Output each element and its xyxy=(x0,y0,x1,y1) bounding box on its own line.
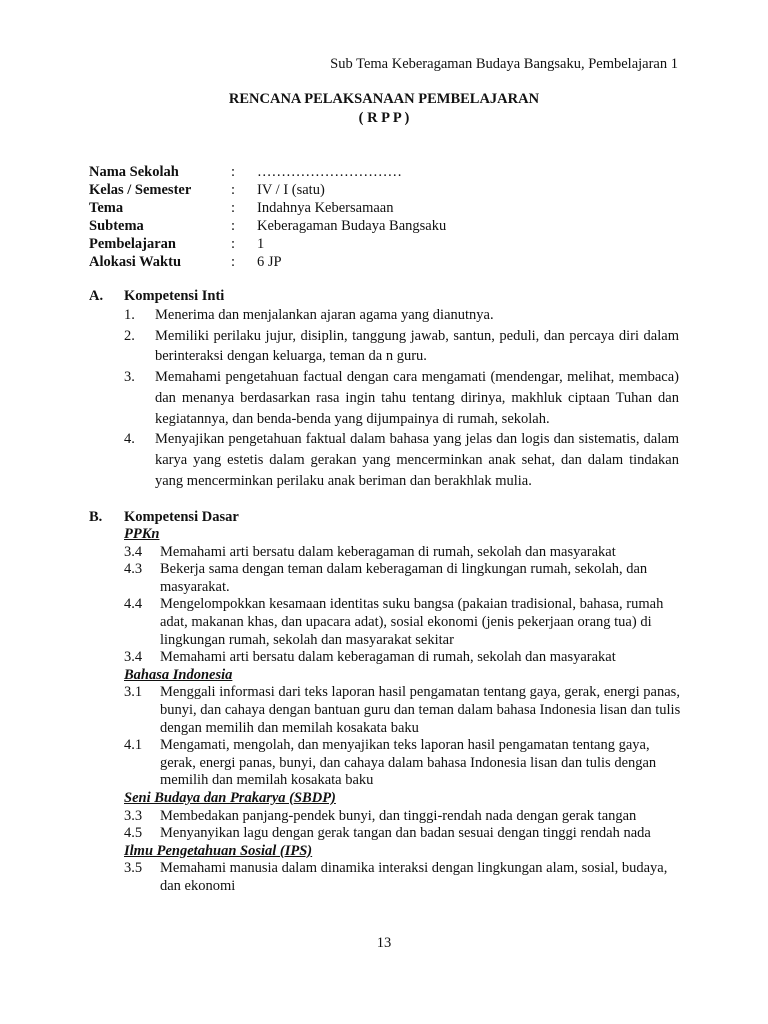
list-item xyxy=(124,367,679,429)
list-item xyxy=(124,737,684,790)
item-text: Menyanyikan lagu dengan gerak tangan dan badan sesuai dengan tinggi rendah nada xyxy=(160,825,651,842)
page-number: 13 xyxy=(376,935,392,951)
info-row xyxy=(89,199,446,217)
list-item xyxy=(124,649,684,667)
identity-table xyxy=(89,163,446,271)
list-item xyxy=(124,860,684,895)
kompetensi-dasar-list xyxy=(124,526,684,895)
item-number: 4.3 xyxy=(124,561,143,578)
subject-heading-ips: Ilmu Pengetahuan Sosial (IPS) xyxy=(124,842,313,859)
item-number: 3.4 xyxy=(124,543,143,560)
subject-heading-sbdp: Seni Budaya dan Prakarya (SBDP) xyxy=(124,789,336,806)
list-item xyxy=(124,326,679,367)
item-text: Memahami pengetahuan factual dengan cara mengamati (mendengar, melihat, membaca) dan menanya berdasarkan rasa ingin tahu tentang dirinya, makhluk ciptaan Tuhan dan kegiatannya, dan benda-benda yang dijumpainya di rumah, sekolah. xyxy=(155,369,679,427)
item-number: 3.4 xyxy=(124,649,143,666)
item-number: 3.1 xyxy=(124,684,143,701)
info-row xyxy=(89,253,446,271)
document-title xyxy=(0,90,768,128)
info-row xyxy=(89,235,446,253)
section-b-title: Kompetensi Dasar xyxy=(124,509,239,525)
title-line-2: ( R P P ) xyxy=(358,110,410,126)
subject-heading-bahasa-indonesia: Bahasa Indonesia xyxy=(124,666,233,683)
info-label: Kelas / Semester xyxy=(89,182,192,198)
list-item xyxy=(124,544,684,562)
list-item xyxy=(124,561,684,596)
running-header: Sub Tema Keberagaman Budaya Bangsaku, Pembelajaran 1 xyxy=(330,56,678,72)
list-item xyxy=(124,825,684,843)
item-text: Mengelompokkan kesamaan identitas suku bangsa (pakaian tradisional, bahasa, rumah adat, makanan khas, dan upacara adat), sosial ekonomi (jenis pekerjaan orang tua) di lingkungan rumah, sekolah dan masyarakat sekitar xyxy=(160,596,664,648)
item-number: 4. xyxy=(124,431,135,448)
item-text: Memahami arti bersatu dalam keberagaman di rumah, sekolah dan masyarakat xyxy=(160,649,616,666)
title-line-1: RENCANA PELAKSANAAN PEMBELAJARAN xyxy=(228,91,540,107)
info-label: Alokasi Waktu xyxy=(89,254,182,270)
info-colon: : xyxy=(231,200,236,216)
item-text: Memahami arti bersatu dalam keberagaman di rumah, sekolah dan masyarakat xyxy=(160,543,616,560)
list-item xyxy=(124,305,679,326)
info-value: ………………………… xyxy=(257,164,402,180)
info-row xyxy=(89,163,446,181)
section-b-letter: B. xyxy=(89,509,103,525)
info-colon: : xyxy=(231,254,236,270)
info-colon: : xyxy=(231,164,236,180)
info-label: Pembelajaran xyxy=(89,236,176,252)
item-text: Memahami manusia dalam dinamika interaksi dengan lingkungan alam, sosial, budaya, dan ekonomi xyxy=(160,860,668,894)
section-a-title: Kompetensi Inti xyxy=(124,288,225,304)
item-number: 4.1 xyxy=(124,737,143,754)
item-number: 4.5 xyxy=(124,825,143,842)
info-colon: : xyxy=(231,182,236,198)
item-text: Mengamati, mengolah, dan menyajikan teks laporan hasil pengamatan tentang gaya, gerak, energi panas, bunyi, dan cahaya dalam bahasa Indonesia lisan dan tulis dengan memilih dan memilah kosakata baku xyxy=(160,737,657,789)
info-colon: : xyxy=(231,218,236,234)
item-text: Menerima dan menjalankan ajaran agama yang dianutnya. xyxy=(155,307,494,323)
item-text: Memiliki perilaku jujur, disiplin, tanggung jawab, santun, peduli, dan percaya diri dalam berinteraksi dengan keluarga, teman da n guru. xyxy=(155,327,679,365)
info-label: Tema xyxy=(89,200,124,216)
list-item xyxy=(124,596,684,649)
item-number: 3.3 xyxy=(124,807,143,824)
item-number: 3.5 xyxy=(124,860,143,877)
list-item xyxy=(124,684,684,737)
item-number: 1. xyxy=(124,307,135,323)
item-text: Menyajikan pengetahuan faktual dalam bahasa yang jelas dan logis dan sistematis, dalam karya yang estetis dalam gerakan yang mencerminkan anak sehat, dan dalam tindakan yang mencerminkan perilaku anak beriman dan berakhlak mulia. xyxy=(155,431,679,489)
info-value: IV / I (satu) xyxy=(257,182,325,198)
item-text: Bekerja sama dengan teman dalam keberagaman di lingkungan rumah, sekolah, dan masyarakat. xyxy=(160,561,648,595)
section-a-letter: A. xyxy=(89,288,104,304)
info-value: 6 JP xyxy=(257,254,282,270)
info-value: 1 xyxy=(257,236,265,252)
item-number: 4.4 xyxy=(124,596,143,613)
item-text: Menggali informasi dari teks laporan hasil pengamatan tentang gaya, gerak, energi panas, bunyi, dan cahaya dengan bantuan guru dan teman dalam bahasa Indonesia lisan dan tulis dengan memilih dan memilah kosakata baku xyxy=(160,684,681,736)
item-text: Membedakan panjang-pendek bunyi, dan tinggi-rendah nada dengan gerak tangan xyxy=(160,807,637,824)
item-number: 2. xyxy=(124,327,135,344)
info-value: Keberagaman Budaya Bangsaku xyxy=(257,218,447,234)
info-row xyxy=(89,181,446,199)
list-item xyxy=(124,429,679,491)
subject-heading-ppkn: PPKn xyxy=(124,526,160,542)
info-value: Indahnya Kebersamaan xyxy=(257,200,394,216)
list-item xyxy=(124,808,684,826)
info-row xyxy=(89,217,446,235)
info-label: Subtema xyxy=(89,218,144,234)
info-label: Nama Sekolah xyxy=(89,164,179,180)
kompetensi-inti-list xyxy=(124,305,679,491)
info-colon: : xyxy=(231,236,236,252)
item-number: 3. xyxy=(124,369,135,386)
